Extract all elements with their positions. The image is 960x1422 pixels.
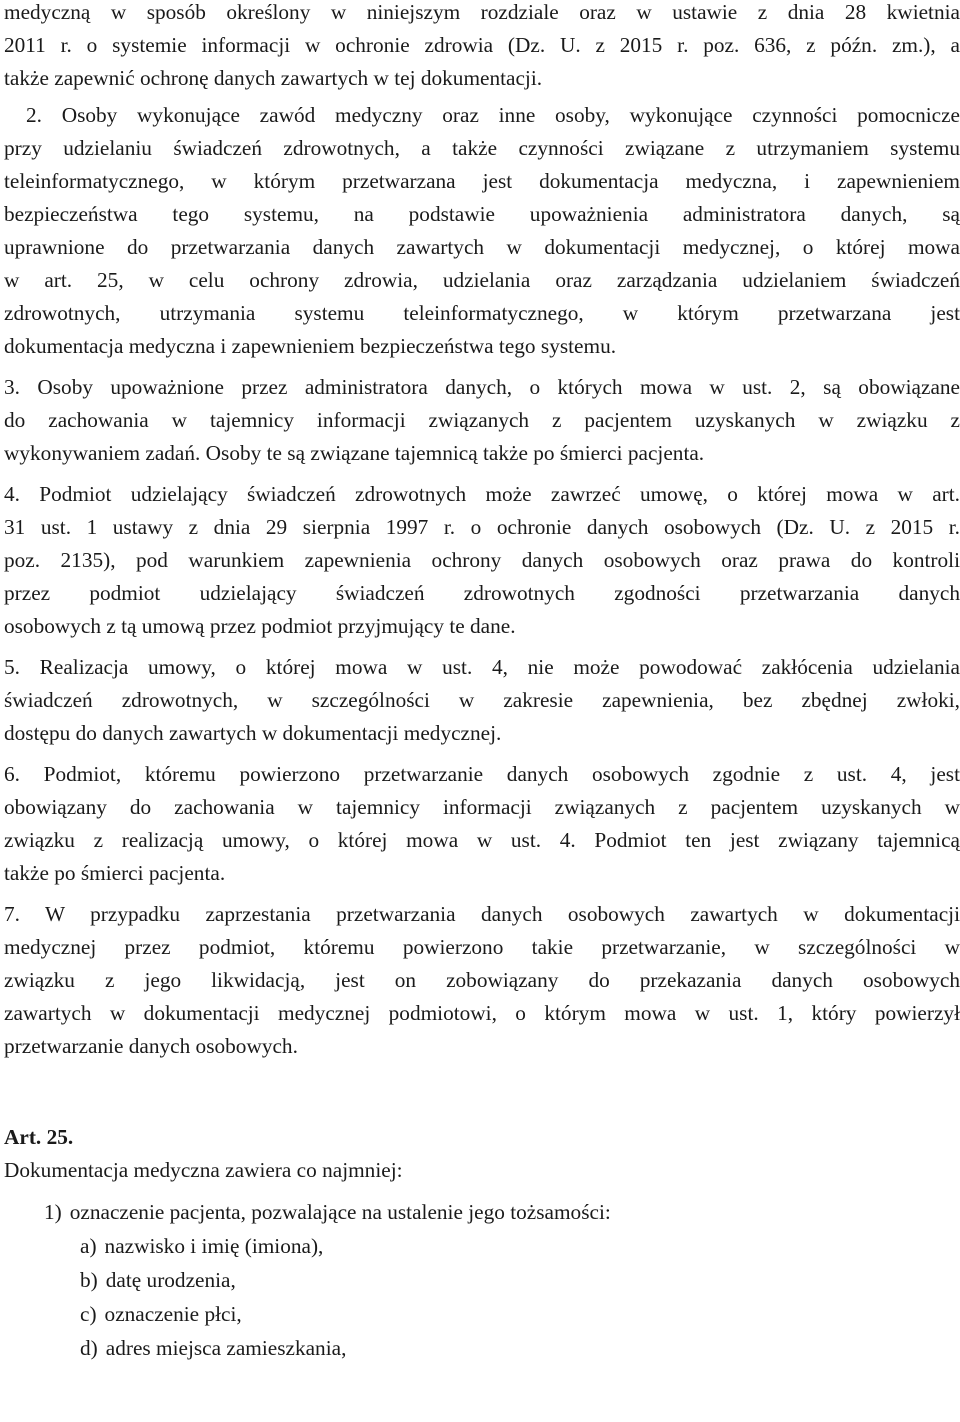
text-line: medycznej przez podmiot, któremu powierzono takie przetwarzanie, w szczególności w: [4, 935, 960, 959]
text-line: uprawnione do przetwarzania danych zawartych w dokumentacji medycznej, o której mowa: [4, 235, 960, 259]
paragraph-4: [4, 478, 960, 643]
lettered-sublist: [4, 1229, 960, 1365]
article-heading: Art. 25.: [4, 1125, 74, 1149]
list-item-text: adres miejsca zamieszkania,: [105, 1336, 347, 1360]
text-line: w art. 25, w celu ochrony zdrowia, udzielania oraz zarządzania udzielaniem świadczeń: [4, 268, 960, 292]
list-marker: a): [80, 1234, 97, 1258]
text-line: 5. Realizacja umowy, o której mowa w ust. 4, nie może powodować zakłócenia udzielania: [4, 655, 960, 679]
text-line: przetwarzanie danych osobowych.: [4, 1034, 298, 1058]
text-line: dostępu do danych zawartych w dokumentacji medycznej.: [4, 721, 502, 745]
list-item-text: oznaczenie pacjenta, pozwalające na ustalenie jego tożsamości:: [69, 1200, 611, 1224]
text-line: obowiązany do zachowania w tajemnicy informacji związanych z pacjentem uzyskanych w: [4, 795, 960, 819]
text-line: związku z jego likwidacją, jest on zobowiązany do przekazania danych osobowych: [4, 968, 960, 992]
text-line: przez podmiot udzielający świadczeń zdrowotnych zgodności przetwarzania danych: [4, 581, 960, 605]
text-line: 6. Podmiot, któremu powierzono przetwarzanie danych osobowych zgodnie z ust. 4, jest: [4, 762, 960, 786]
document-page: [4, 0, 960, 1365]
text-line: 2011 r. o systemie informacji w ochronie zdrowia (Dz. U. z 2015 r. poz. 636, z późn. zm.), a: [4, 33, 960, 57]
text-line: przy udzielaniu świadczeń zdrowotnych, a także czynności związane z utrzymaniem systemu: [4, 136, 960, 160]
paragraph-5: [4, 651, 960, 750]
paragraph-2: [4, 99, 960, 363]
paragraph-continuation: [4, 0, 960, 95]
text-line: także zapewnić ochronę danych zawartych w tej dokumentacji.: [4, 66, 543, 90]
list-marker: c): [80, 1302, 97, 1326]
text-line: związku z realizacją umowy, o której mowa w ust. 4. Podmiot ten jest związany tajemnicą: [4, 828, 960, 852]
numbered-list: [4, 1195, 960, 1229]
paragraph-3: [4, 371, 960, 470]
text-line: poz. 2135), pod warunkiem zapewnienia ochrony danych osobowych oraz prawa do kontroli: [4, 548, 960, 572]
list-item-text: datę urodzenia,: [105, 1268, 236, 1292]
sublist-item: [80, 1229, 960, 1263]
sublist-item: [80, 1263, 960, 1297]
text-line: wykonywaniem zadań. Osoby te są związane tajemnicą także po śmierci pacjenta.: [4, 441, 705, 465]
text-line: 2. Osoby wykonujące zawód medyczny oraz inne osoby, wykonujące czynności pomocnicze: [26, 103, 960, 127]
article-intro: Dokumentacja medyczna zawiera co najmniej:: [4, 1158, 403, 1182]
text-line: medyczną w sposób określony w niniejszym rozdziale oraz w ustawie z dnia 28 kwietnia: [4, 0, 960, 24]
text-line: teleinformatycznego, w którym przetwarzana jest dokumentacja medyczna, i zapewnieniem: [4, 169, 960, 193]
paragraph-6: [4, 758, 960, 890]
text-line: świadczeń zdrowotnych, w szczególności w zakresie zapewnienia, bez zbędnej zwłoki,: [4, 688, 960, 712]
text-line: 3. Osoby upoważnione przez administratora danych, o których mowa w ust. 2, są obowiązane: [4, 375, 960, 399]
text-line: 31 ust. 1 ustawy z dnia 29 sierpnia 1997 r. o ochronie danych osobowych (Dz. U. z 2015 r.: [4, 515, 960, 539]
list-marker: b): [80, 1268, 98, 1292]
list-marker: 1): [44, 1200, 62, 1224]
text-line: 4. Podmiot udzielający świadczeń zdrowotnych może zawrzeć umowę, o której mowa w art.: [4, 482, 960, 506]
list-item-text: oznaczenie płci,: [104, 1302, 242, 1326]
text-line: bezpieczeństwa tego systemu, na podstawie upoważnienia administratora danych, są: [4, 202, 960, 226]
list-item: [44, 1195, 960, 1229]
paragraph-7: [4, 898, 960, 1063]
text-line: dokumentacja medyczna i zapewnieniem bezpieczeństwa tego systemu.: [4, 334, 617, 358]
sublist-item: [80, 1331, 960, 1365]
text-line: także po śmierci pacjenta.: [4, 861, 226, 885]
text-line: 7. W przypadku zaprzestania przetwarzania danych osobowych zawartych w dokumentacji: [4, 902, 960, 926]
text-line: osobowych z tą umową przez podmiot przyjmujący te dane.: [4, 614, 516, 638]
text-line: zawartych w dokumentacji medycznej podmiotowi, o którym mowa w ust. 1, który powierzył: [4, 1001, 960, 1025]
text-line: zdrowotnych, utrzymania systemu teleinformatycznego, w którym przetwarzana jest: [4, 301, 960, 325]
list-marker: d): [80, 1336, 98, 1360]
list-item-text: nazwisko i imię (imiona),: [104, 1234, 324, 1258]
text-line: do zachowania w tajemnicy informacji związanych z pacjentem uzyskanych w związku z: [4, 408, 960, 432]
sublist-item: [80, 1297, 960, 1331]
